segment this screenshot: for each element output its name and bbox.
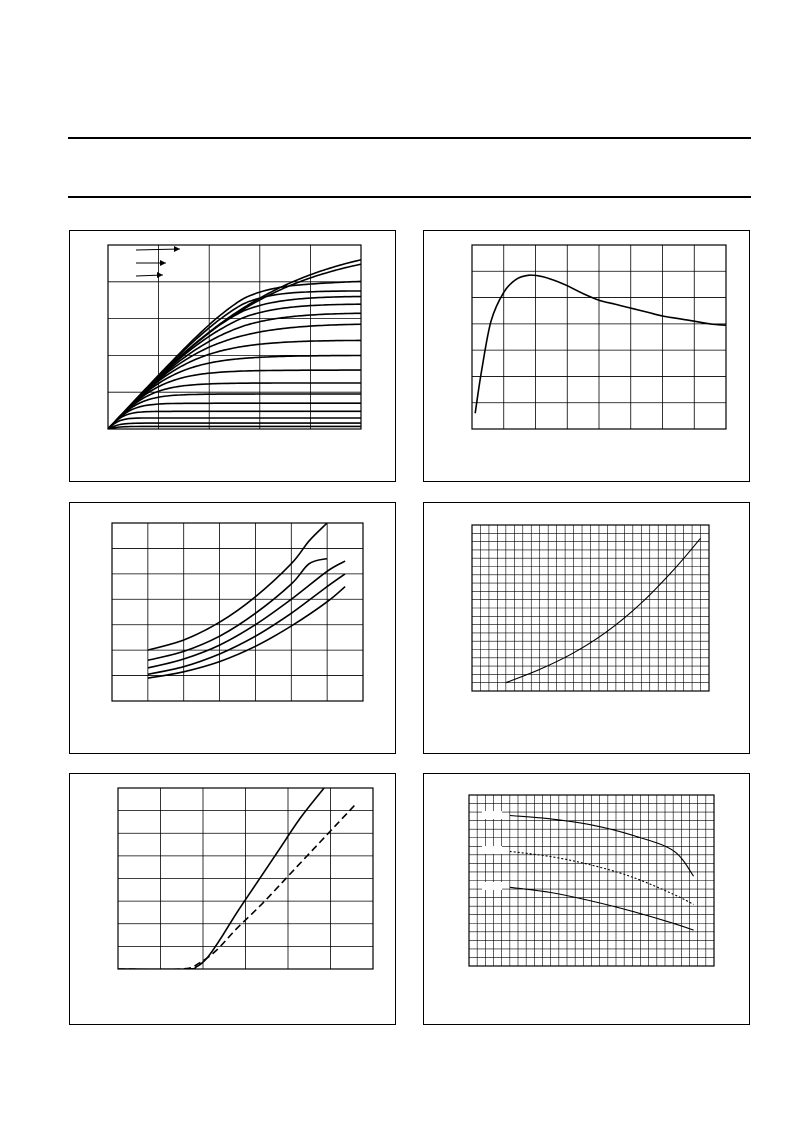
series-line-2 bbox=[118, 804, 356, 970]
grid bbox=[118, 788, 373, 969]
series-line-9 bbox=[108, 340, 361, 429]
annotation-arrow-line bbox=[136, 249, 180, 250]
grid bbox=[108, 245, 361, 429]
curve-label-block bbox=[482, 882, 502, 890]
series-line-5 bbox=[108, 297, 361, 429]
series-line-11 bbox=[108, 370, 361, 429]
chart-output-characteristics bbox=[70, 231, 397, 483]
series-line-5 bbox=[148, 587, 345, 679]
figure-panel-1 bbox=[69, 230, 396, 482]
series-line-1 bbox=[506, 538, 701, 682]
series-group bbox=[506, 538, 701, 682]
header-rule-bottom bbox=[68, 196, 751, 198]
series-line-2 bbox=[510, 851, 694, 904]
figure-panel-5 bbox=[69, 773, 396, 1025]
annotation-arrow-head bbox=[157, 272, 163, 278]
figure-panel-3 bbox=[69, 502, 396, 754]
series-line-3 bbox=[148, 561, 345, 668]
figure-panel-2 bbox=[423, 230, 750, 482]
grid bbox=[472, 245, 726, 429]
series-line-1 bbox=[510, 816, 694, 877]
series-group bbox=[148, 523, 345, 678]
series-group bbox=[108, 260, 361, 429]
series-line-1 bbox=[475, 275, 726, 413]
series-line-8 bbox=[108, 324, 361, 429]
series-line-6 bbox=[108, 304, 361, 429]
series-line-4 bbox=[148, 574, 345, 674]
grid bbox=[472, 525, 709, 691]
chart-peak-curve bbox=[424, 231, 751, 483]
curve-label-block bbox=[482, 846, 502, 854]
series-line-1 bbox=[148, 523, 327, 650]
series-line-14 bbox=[108, 403, 361, 429]
plot-frame bbox=[108, 245, 361, 429]
curve-label-block bbox=[482, 811, 502, 819]
chart-family-curves bbox=[70, 503, 397, 755]
series-group bbox=[510, 816, 694, 931]
annotation-arrows bbox=[136, 246, 180, 278]
chart-fine-grid-falling bbox=[424, 774, 751, 1026]
series-group bbox=[475, 275, 726, 413]
curve-label-blocks bbox=[482, 811, 502, 890]
annotation-arrow-head bbox=[174, 246, 180, 252]
grid bbox=[469, 795, 714, 966]
annotation-arrow-head bbox=[160, 260, 166, 266]
series-line-3 bbox=[510, 887, 694, 930]
chart-transfer-characteristic bbox=[70, 774, 397, 1026]
series-line-2 bbox=[108, 264, 361, 429]
figure-panel-6 bbox=[423, 773, 750, 1025]
chart-fine-grid-rising bbox=[424, 503, 751, 755]
figure-panel-4 bbox=[423, 502, 750, 754]
header-rule-top bbox=[68, 137, 751, 139]
